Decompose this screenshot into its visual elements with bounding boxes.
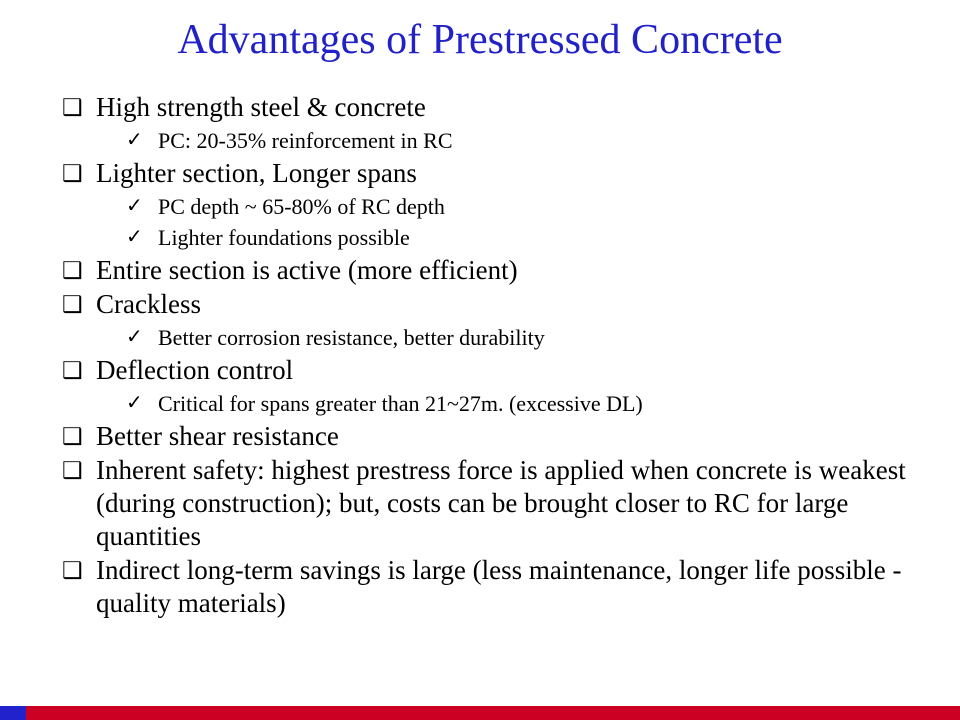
bullet-item-text: High strength steel & concrete <box>96 92 426 122</box>
slide-title: Advantages of Prestressed Concrete <box>177 17 783 63</box>
sub-bullet-text: PC: 20-35% reinforcement in RC <box>158 128 453 153</box>
checkbox-bullet-icon: ❑ <box>62 424 83 449</box>
checkbox-bullet-icon: ❑ <box>62 358 83 383</box>
sub-bullet-text: PC depth ~ 65-80% of RC depth <box>158 194 445 219</box>
sub-bullet-text: Critical for spans greater than 21~27m. (excessive DL) <box>158 391 643 416</box>
bullet-item-text: Better shear resistance <box>96 421 339 451</box>
bottom-accent-bar <box>0 706 960 720</box>
bullet-list <box>62 90 930 621</box>
bottom-bar-main-segment <box>26 706 960 720</box>
checkbox-bullet-icon: ❑ <box>62 95 83 120</box>
bullet-item <box>62 91 930 124</box>
bullet-item-text: Inherent safety: highest prestress force is applied when concrete is weakest (during construction); but, costs can be brought closer to RC for large quantities <box>96 455 906 551</box>
checkbox-bullet-icon: ❑ <box>62 161 83 186</box>
checkbox-bullet-icon: ❑ <box>62 458 83 483</box>
bullet-item <box>62 420 930 453</box>
sub-bullet-item <box>126 191 930 222</box>
checkmark-icon: ✓ <box>126 226 143 248</box>
sub-bullet-item <box>126 125 930 156</box>
bullet-item-text: Deflection control <box>96 355 294 385</box>
bullet-item <box>62 454 930 553</box>
bottom-bar-left-segment <box>0 706 26 720</box>
bullet-item-text: Entire section is active (more efficient) <box>96 255 518 285</box>
checkmark-icon: ✓ <box>126 326 143 348</box>
sub-bullet-text: Better corrosion resistance, better durability <box>158 325 545 350</box>
bullet-item <box>62 157 930 190</box>
checkmark-icon: ✓ <box>126 392 143 414</box>
checkmark-icon: ✓ <box>126 195 143 217</box>
bullet-item <box>62 554 930 620</box>
checkmark-icon: ✓ <box>126 129 143 151</box>
bullet-item <box>62 254 930 287</box>
bullet-item-text: Crackless <box>96 289 201 319</box>
bullet-item <box>62 288 930 321</box>
bullet-item-text: Indirect long-term savings is large (less maintenance, longer life possible - quality materials) <box>96 555 902 618</box>
checkbox-bullet-icon: ❑ <box>62 558 83 583</box>
bullet-item <box>62 354 930 387</box>
sub-bullet-item <box>126 388 930 419</box>
checkbox-bullet-icon: ❑ <box>62 258 83 283</box>
checkbox-bullet-icon: ❑ <box>62 292 83 317</box>
bullet-item-text: Lighter section, Longer spans <box>96 158 417 188</box>
sub-bullet-item <box>126 322 930 353</box>
sub-bullet-text: Lighter foundations possible <box>158 225 410 250</box>
sub-bullet-item <box>126 222 930 253</box>
